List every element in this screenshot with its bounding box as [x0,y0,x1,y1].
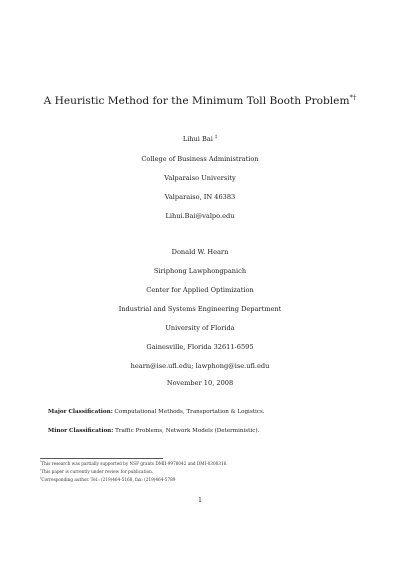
major-classification [48,409,265,415]
minor-classification-text: Traffic Problems, Network Models (Deterministic). [115,428,260,434]
author2-name: Donald W. Hearn [171,248,229,256]
footnote-rule [40,458,163,459]
page-number: 1 [198,497,202,504]
author2-department: Industrial and Systems Engineering Department [118,305,282,313]
author1-address: Valparaiso, IN 46383 [164,193,236,201]
author1-affiliation: College of Business Administration [141,155,259,163]
footnote-text: This research was partially supported by NSF grants DMII-9978042 and DMI-0300316. [41,461,228,466]
author1-footnote-mark: ‡ [215,134,218,140]
author2-center: Center for Applied Optimization [146,286,254,294]
author2-address: Gainesville, Florida 32611-6595 [146,343,254,351]
footnote-mark: ‡ [40,475,42,480]
author2-emails: hearn@ise.ufl.edu; lawphong@ise.ufl.edu [130,362,270,370]
paper-title [0,95,400,107]
author3-name: Siriphong Lawphongpanich [153,267,247,275]
author2-university: University of Florida [165,324,235,332]
major-classification-text: Computational Methods, Transportation & Logistics. [114,409,265,415]
author1-university: Valparaiso University [164,174,236,182]
minor-classification [48,428,259,434]
footnote-mark: * [40,459,42,464]
author1-name: Lihui Bai [182,135,213,143]
footnote-text: This paper is currently under review for publication. [41,469,154,474]
minor-classification-label: Minor Classification: [48,428,114,434]
paper-date: November 10, 2008 [166,379,234,387]
title-footnote-marks: *† [349,93,357,102]
author1-email: Lihui.Bai@valpo.edu [165,212,235,220]
major-classification-label: Major Classification: [48,409,113,415]
footnote [40,477,175,482]
footnote-mark: † [40,467,42,472]
footnote-text: Corresponding author. Tel.: (219)464-5168, fax: (219)464-5789 [41,477,176,482]
footnote [40,461,228,466]
footnote [40,469,153,474]
paper-title-text: A Heuristic Method for the Minimum Toll Booth Problem [43,95,350,107]
author1-name-line [0,135,400,143]
